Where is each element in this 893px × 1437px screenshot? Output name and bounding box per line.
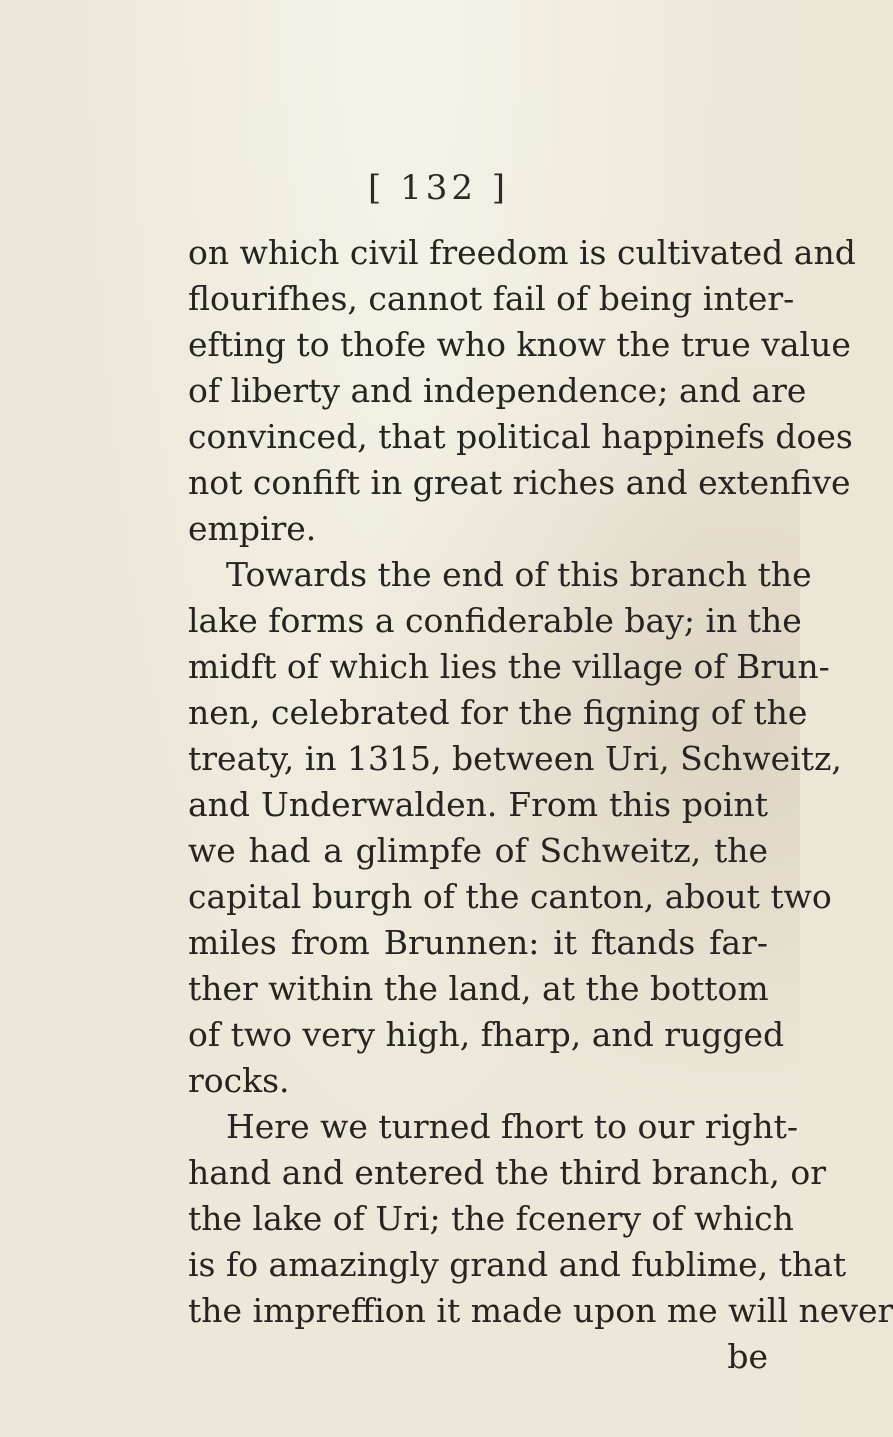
text-line: midft of which lies the village of Brun- — [188, 647, 830, 686]
text-line: we had a glimpfe of Schweitz, the — [188, 831, 768, 870]
text-line: miles from Brunnen: it ftands far- — [188, 923, 768, 962]
text-line: efting to thofe who know the true value — [188, 325, 851, 364]
page-number: [ 132 ] — [368, 168, 510, 208]
text-line: hand and entered the third branch, or — [188, 1153, 827, 1192]
text-line: ther within the land, at the bottom — [188, 969, 769, 1008]
paragraph-start-line: Towards the end of this branch the — [226, 555, 812, 594]
text-line: is fo amazingly grand and fublime, that — [188, 1245, 847, 1284]
text-line: rocks. — [188, 1061, 290, 1100]
text-line: treaty, in 1315, between Uri, Schweitz, — [188, 739, 842, 778]
text-line: empire. — [188, 509, 317, 548]
text-line: the lake of Uri; the fcenery of which — [188, 1199, 794, 1238]
text-line: of two very high, fharp, and rugged — [188, 1015, 785, 1054]
text-line: of liberty and independence; and are — [188, 371, 807, 410]
text-line: lake forms a confiderable bay; in the — [188, 601, 802, 640]
paragraph-start-line: Here we turned fhort to our right- — [226, 1107, 799, 1146]
text-line: convinced, that political happinefs does — [188, 417, 853, 456]
text-line: on which civil freedom is cultivated and — [188, 233, 856, 272]
catchword: be — [727, 1337, 768, 1376]
text-line: nen, celebrated for the figning of the — [188, 693, 808, 732]
text-line: capital burgh of the canton, about two — [188, 877, 832, 916]
body-text — [188, 230, 893, 1380]
text-line: not confift in great riches and extenfive — [188, 463, 851, 502]
text-line: the impreffion it made upon me will never — [188, 1291, 893, 1330]
text-line: flourifhes, cannot fail of being inter- — [188, 279, 795, 318]
text-line: and Underwalden. From this point — [188, 785, 768, 824]
